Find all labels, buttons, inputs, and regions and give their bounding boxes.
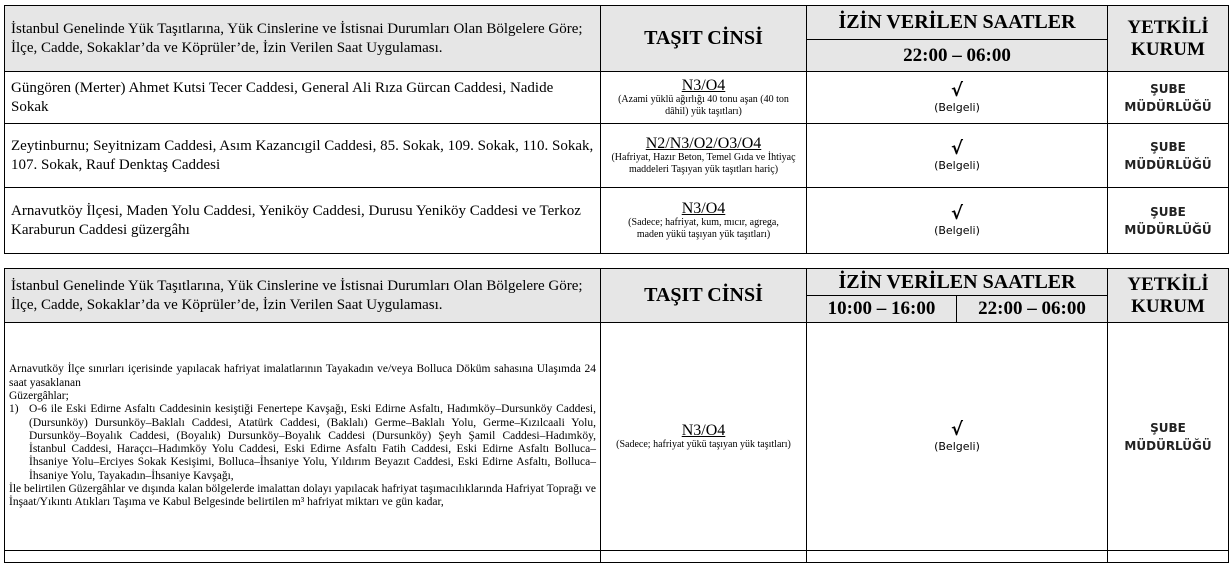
status-label: (Belgeli) — [934, 158, 980, 172]
row-authority — [1108, 188, 1229, 254]
table-row — [5, 72, 1229, 124]
table1-header-time-range: 22:00 – 06:00 — [807, 40, 1108, 72]
table2-header-time-range-2: 22:00 – 06:00 — [957, 296, 1108, 323]
row-intro: Arnavutköy İlçe sınırları içerisinde yapılacak hafriyat imalatlarının Tayakadın ve/veya Bolluca Döküm sahasına Ulaşımda 24 saat yasaklanan — [9, 363, 596, 389]
row-authority — [1108, 323, 1229, 551]
authority-line2: MÜDÜRLÜĞÜ — [1124, 99, 1212, 114]
authority-line2: MÜDÜRLÜĞÜ — [1124, 438, 1212, 453]
authority-line1: ŞUBE — [1150, 81, 1186, 96]
routes-label: Güzergâhlar; — [9, 389, 69, 402]
item-number: 1) — [9, 403, 19, 416]
row-authority — [1108, 124, 1229, 188]
table-row — [5, 323, 1229, 551]
check-mark-icon: √ — [950, 79, 963, 101]
table2-header-time-range-1: 10:00 – 16:00 — [807, 296, 957, 323]
status-label: (Belgeli) — [934, 223, 980, 237]
authority-line1: ŞUBE — [1150, 139, 1186, 154]
authority-line1: YETKİLİ — [1127, 16, 1209, 38]
table1-header-description: İstanbul Genelinde Yük Taşıtlarına, Yük Cinslerine ve İstisnai Durumları Olan Bölgelere Göre; İlçe, Cadde, Sokaklar’da ve Köprüler’de, İzin Verilen Saat Uygulaması. — [5, 6, 601, 72]
row-description: Zeytinburnu; Seyitnizam Caddesi, Asım Kazancıgil Caddesi, 85. Sokak, 109. Sokak, 110. Sokak, 107. Sokak, Rauf Denktaş Caddesi — [5, 124, 601, 188]
regulation-table-1 — [4, 5, 1229, 254]
table2-header-description: İstanbul Genelinde Yük Taşıtlarına, Yük Cinslerine ve İstisnai Durumları Olan Bölgelere Göre; İlçe, Cadde, Sokaklar’da ve Köprüler’de, İzin Verilen Saat Uygulaması. — [5, 269, 601, 323]
row-outro: İle belirtilen Güzergâhlar ve dışında kalan bölgelerde imalattan dolayı yapılacak hafriyat taşımacılıklarında Hafriyat Toprağı ve İnşaat/Yıkıntı Atıkları Taşıma ve Kabul Belgesinde belirtilen m³ hafriyat miktarı ve gün kadar, — [9, 483, 596, 509]
row-hours — [807, 72, 1108, 124]
vehicle-note: (Hafriyat, Hazır Beton, Temel Gıda ve İhtiyaç maddeleri Taşıyan yük taşıtları hariç) — [611, 152, 796, 175]
vehicle-note: (Sadece; hafriyat yükü taşıyan yük taşıtları) — [616, 439, 791, 450]
authority-line2: MÜDÜRLÜĞÜ — [1124, 222, 1212, 237]
row-description: Arnavutköy İlçesi, Maden Yolu Caddesi, Yeniköy Caddesi, Durusu Yeniköy Caddesi ve Terkoz Karaburun Caddesi güzergâhı — [5, 188, 601, 254]
table2-header-allowed-hours: İZİN VERİLEN SAATLER — [807, 269, 1108, 296]
vehicle-note: (Azami yüklü ağırlığı 40 tonu aşan (40 ton dâhil) yük taşıtları) — [618, 94, 789, 117]
check-mark-icon: √ — [950, 137, 963, 159]
row-vehicle — [601, 72, 807, 124]
row-description: Güngören (Merter) Ahmet Kutsi Tecer Caddesi, General Ali Rıza Gürcan Caddesi, Nadide Sokak — [5, 72, 601, 124]
authority-line2: MÜDÜRLÜĞÜ — [1124, 157, 1212, 172]
row-hours — [807, 124, 1108, 188]
table-row — [5, 188, 1229, 254]
route-list-item — [9, 403, 596, 483]
vehicle-code: N3/O4 — [681, 422, 726, 439]
authority-line1: ŞUBE — [1150, 420, 1186, 435]
row-vehicle — [601, 323, 807, 551]
authority-line1: YETKİLİ — [1127, 273, 1209, 295]
authority-line2: KURUM — [1131, 295, 1205, 317]
check-mark-icon: √ — [950, 202, 963, 224]
vehicle-note: (Sadece; hafriyat, kum, mıcır, agrega, maden yükü taşıyan yük taşıtları) — [628, 217, 779, 240]
row-vehicle — [601, 188, 807, 254]
item-text: O-6 ile Eski Edirne Asfaltı Caddesinin kesiştiği Fenertepe Kavşağı, Eski Edirne Asfaltı, Hadımköy–Dursunköy Caddesi, (Dursunköy) Dursunköy–Baklalı Caddesi, Atatürk Caddesi, (Baklalı) Germe–Baklalı Yolu, Germe–Kızılcaali Yolu, Dursunköy–Boyalık Caddesi, (Boyalık) Dursunköy–Boyalık Caddesi (Dursunköy) Şeyh Şamil Caddesi–Hadımköy, İstanbul Caddesi, Haraçcı–Hadımköy Yolu Caddesi, Eski Edirne Asfaltı Fatih Caddesi, Eski Edirne Asfaltı Bolluca–İhsaniye Yolu–Erciyes Sokak Kesişimi, Bolluca–İhsaniye Yolu, Yıldırım Beyazıt Caddesi, Eski Edirne Asfaltı, Bolluca–İhsaniye Yolu, Tayakadın–İhsaniye Kavşağı, — [29, 403, 596, 482]
regulation-table-2 — [4, 268, 1229, 563]
table-row — [5, 124, 1229, 188]
authority-line2: KURUM — [1131, 38, 1205, 60]
vehicle-code: N3/O4 — [681, 200, 726, 217]
authority-line1: ŞUBE — [1150, 204, 1186, 219]
check-mark-icon: √ — [951, 418, 964, 440]
vehicle-code: N2/N3/O2/O3/O4 — [645, 135, 762, 152]
status-label: (Belgeli) — [934, 100, 980, 114]
status-label: (Belgeli) — [934, 439, 980, 453]
row-hours — [807, 323, 1108, 551]
table-row-cut-off — [5, 551, 1229, 563]
row-description — [5, 323, 601, 551]
row-authority — [1108, 72, 1229, 124]
table2-header-authority — [1108, 269, 1229, 323]
table1-header-vehicle-type: TAŞIT CİNSİ — [601, 6, 807, 72]
table1-header-allowed-hours: İZİN VERİLEN SAATLER — [807, 6, 1108, 40]
row-hours — [807, 188, 1108, 254]
table1-header-authority — [1108, 6, 1229, 72]
vehicle-code: N3/O4 — [681, 77, 726, 94]
row-vehicle — [601, 124, 807, 188]
table2-header-vehicle-type: TAŞIT CİNSİ — [601, 269, 807, 323]
